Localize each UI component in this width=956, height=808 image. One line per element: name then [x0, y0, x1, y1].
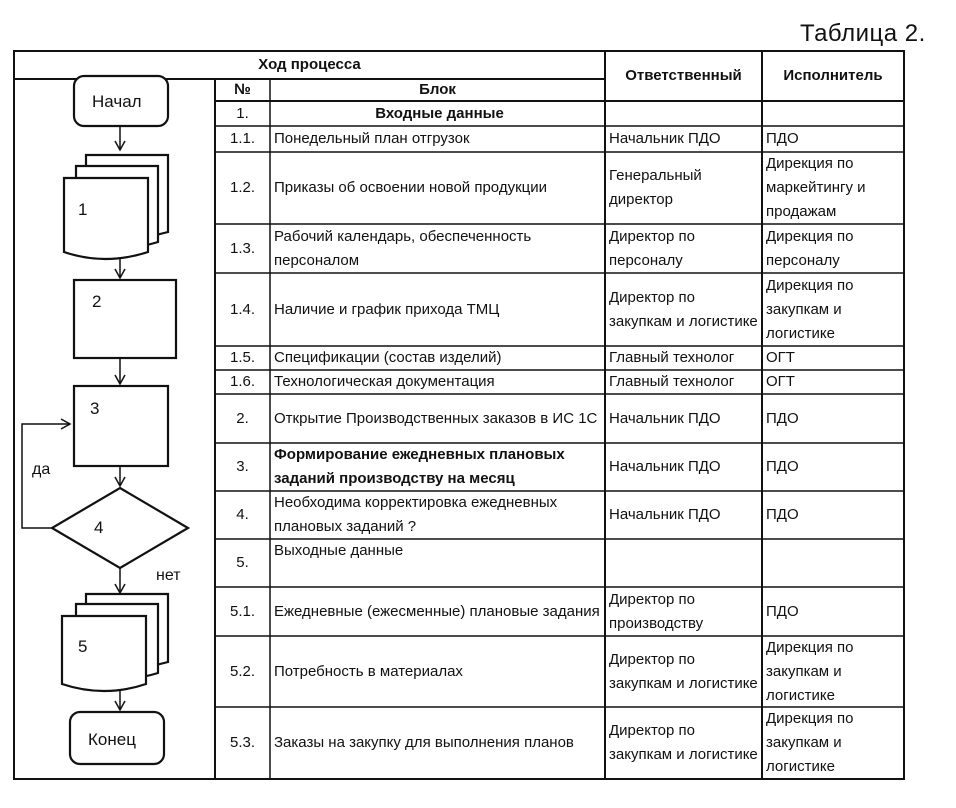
cell-responsible: Директор по закупкам и логистике: [609, 650, 758, 692]
cell-block: Наличие и график прихода ТМЦ: [274, 300, 500, 318]
header-block: Блок: [419, 81, 456, 98]
header-process: Ход процесса: [258, 56, 361, 73]
cell-responsible: Директор по персоналу: [609, 227, 695, 269]
cell-block: Формирование ежедневных плановых заданий производству на месяц: [274, 446, 565, 487]
cell-responsible: Начальник ПДО: [609, 409, 721, 427]
cell-block: Выходные данные: [274, 542, 404, 559]
cell-executor: Дирекция по персоналу: [766, 227, 854, 269]
cell-executor: [762, 539, 904, 587]
cell-num: 5.1.: [229, 602, 256, 620]
cell-responsible: Главный технолог: [609, 349, 735, 366]
cell-num: 5.3.: [229, 734, 256, 751]
cell-num: 1.2.: [229, 179, 256, 196]
cell-executor: ОГТ: [766, 349, 795, 366]
no-label: нет: [156, 567, 181, 584]
cell-responsible: Начальник ПДО: [609, 458, 721, 475]
cell-num: 1.3.: [229, 239, 256, 257]
cell-executor: Дирекция по маркейтингу и продажам: [766, 155, 866, 220]
cell-executor: ПДО: [766, 409, 799, 427]
cell-num: 2.: [236, 409, 249, 427]
cell-executor: Дирекция по закупкам и логистике: [766, 710, 854, 775]
cell-executor: ПДО: [766, 506, 799, 523]
header-executor: Исполнитель: [783, 67, 883, 84]
node-1-label: 1: [78, 200, 88, 219]
node-4-label: 4: [94, 518, 104, 537]
cell-block: Приказы об освоении новой продукции: [274, 179, 547, 196]
cell-block: Ежедневные (ежесменные) плановые задания: [274, 602, 600, 620]
cell-executor: ПДО: [766, 458, 799, 475]
end-label: Конец: [88, 730, 136, 749]
header-responsible: Ответственный: [625, 67, 742, 84]
cell-executor: Дирекция по закупкам и логистике: [766, 638, 854, 704]
node-5-label: 5: [78, 637, 88, 656]
document-node-1: [64, 178, 148, 259]
cell-num: 1.6.: [229, 373, 256, 390]
cell-executor: ПДО: [766, 602, 799, 620]
document-node-5: [62, 616, 146, 691]
process-node-3: [74, 386, 168, 466]
cell-block: Потребность в материалах: [274, 662, 463, 680]
cell-block: Технологическая документация: [274, 373, 495, 390]
header-num: №: [234, 81, 251, 98]
table-caption: Таблица 2.: [800, 20, 926, 47]
process-node-2: [74, 280, 176, 358]
cell-responsible: Начальник ПДО: [609, 130, 721, 147]
cell-responsible: Начальник ПДО: [609, 506, 721, 523]
decision-node-4: [52, 488, 188, 568]
cell-num: 4.: [236, 506, 249, 523]
cell-executor: Дирекция по закупкам и логистике: [766, 276, 854, 342]
cell-num: 1.5.: [229, 349, 256, 366]
node-3-label: 3: [90, 399, 100, 418]
cell-responsible: Директор по закупкам и логистике: [609, 722, 758, 763]
cell-num: 3.: [236, 458, 249, 475]
cell-responsible: Директор по закупкам и логистике: [609, 288, 758, 330]
cell-responsible: Директор по производству: [609, 590, 704, 632]
cell-responsible: Генеральный директор: [609, 167, 702, 208]
cell-executor: ОГТ: [766, 373, 795, 390]
cell-executor: [762, 101, 904, 126]
cell-executor: ПДО: [766, 130, 799, 147]
cell-block: Заказы на закупку для выполнения планов: [274, 734, 574, 751]
cell-num: 5.: [236, 554, 249, 571]
cell-block: Входные данные: [375, 104, 504, 122]
cell-num: 1.4.: [229, 300, 256, 318]
cell-num: 5.2.: [229, 662, 256, 680]
cell-responsible: Главный технолог: [609, 373, 735, 390]
cell-responsible: [605, 539, 762, 587]
cell-block: Спецификации (состав изделий): [274, 349, 502, 366]
cell-num: 1.1.: [229, 130, 256, 147]
cell-block: Рабочий календарь, обеспеченность персоналом: [274, 227, 532, 269]
cell-block: Необходима корректировка ежедневных плановых заданий ?: [274, 494, 558, 535]
cell-num: 1.: [236, 104, 249, 122]
yes-label: да: [32, 461, 51, 478]
start-label: Начал: [92, 92, 142, 111]
node-2-label: 2: [92, 292, 102, 311]
cell-block: Открытие Производственных заказов в ИС 1С: [274, 409, 598, 427]
cell-block: Понедельный план отгрузок: [274, 130, 470, 147]
cell-responsible: [605, 101, 762, 126]
